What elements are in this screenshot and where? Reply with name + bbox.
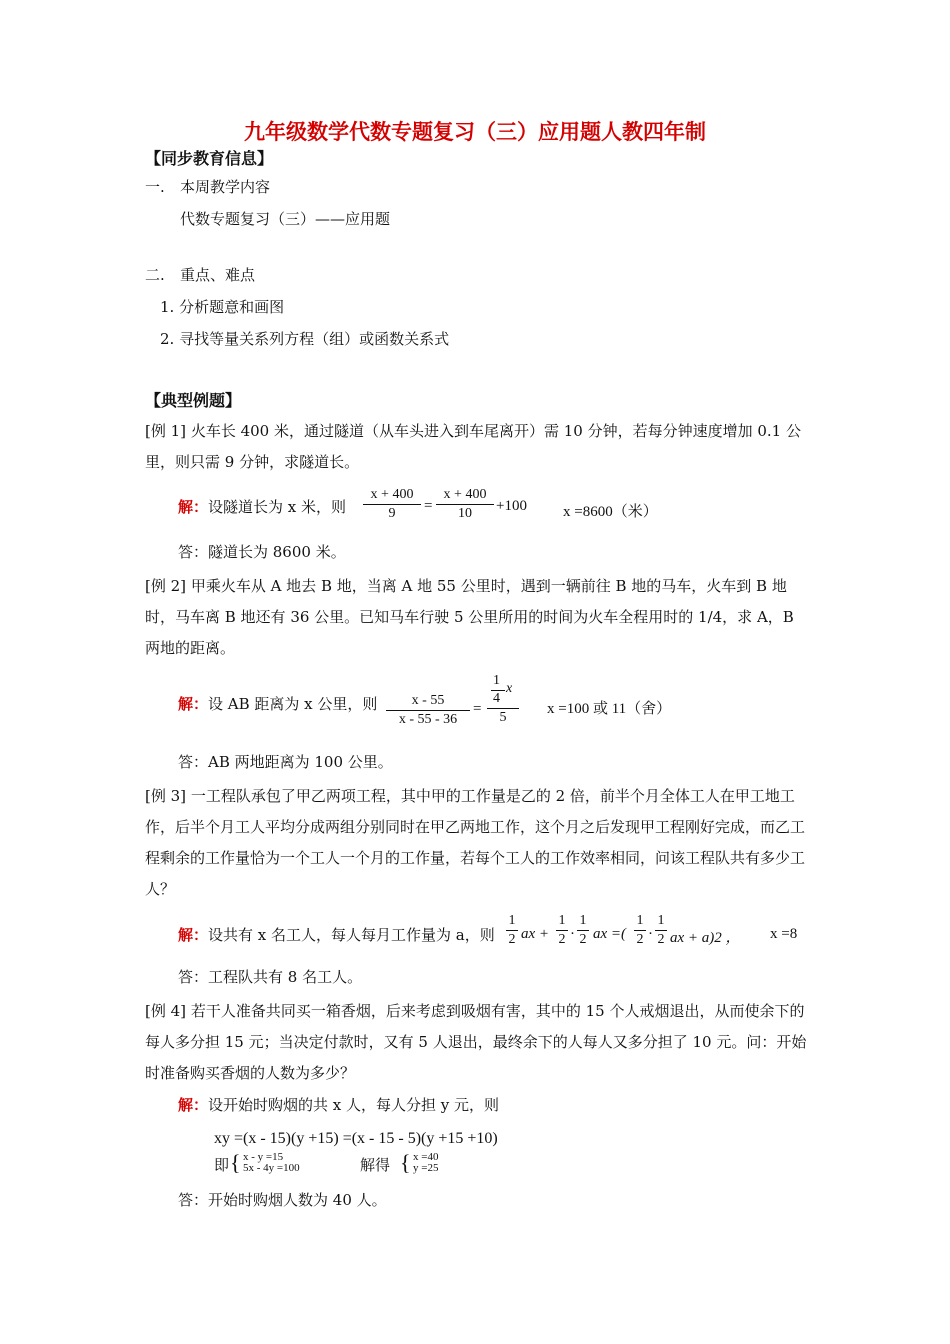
- numerator: 1: [657, 913, 665, 928]
- point-1: 1. 分析题意和画图: [160, 298, 285, 316]
- item1-title: 本周教学内容: [180, 178, 271, 196]
- denominator: x - 55 - 36: [398, 712, 458, 727]
- system-2-eq-2: y =25: [413, 1162, 439, 1174]
- denominator: 2: [508, 932, 516, 947]
- denominator: 2: [579, 932, 587, 947]
- example-1-label: [例 1]: [145, 422, 187, 440]
- system-1-eq-2: 5x - 4y =100: [243, 1162, 300, 1174]
- term-part-3: ax + a)2 ，: [670, 930, 741, 946]
- compound-fraction: [487, 670, 519, 727]
- example-3-result: x =8: [770, 926, 798, 942]
- numerator: x + 400: [370, 487, 414, 502]
- item2-title: 重点、难点: [180, 266, 256, 284]
- example-2-result: x =100 或 11（舍）: [547, 701, 672, 717]
- example-3-text: 一工程队承包了甲乙两项工程，其中甲的工作量是乙的 2 倍，前半个月全体工人在甲工地工作，后半个月工人平均分成两组分别同时在甲乙两地工作，这个月之后发现甲工程刚好完成，而乙工程剩余的工作量恰为一个工人一个月的工作量，若每个工人的工作效率相同，问该工程队共有多少工人？: [145, 787, 806, 898]
- numerator: 1: [558, 913, 566, 928]
- solution-label: 解：: [178, 498, 209, 516]
- system-1-eq-1: x - y =15: [243, 1151, 284, 1163]
- denominator: 5: [499, 710, 507, 725]
- compound-numerator: [487, 670, 519, 708]
- example-4-label: [例 4]: [145, 1002, 187, 1020]
- example-3-answer: 答：工程队共有 8 名工人。: [178, 968, 363, 986]
- example-2-label: [例 2]: [145, 577, 187, 595]
- item1-text: 代数专题复习（三）——应用题: [180, 210, 391, 228]
- denominator: 9: [388, 506, 396, 521]
- solution-text: 设共有 x 名工人，每人每月工作量为 a，则: [208, 926, 495, 944]
- left-brace: {: [230, 1150, 241, 1175]
- term-part-1: ax +: [521, 926, 550, 942]
- numerator: 1: [579, 913, 587, 928]
- page-title: 九年级数学代数专题复习（三）应用题人教四年制: [244, 119, 706, 144]
- half-fraction-5: [655, 912, 667, 949]
- solution-text: 设隧道长为 x 米，则: [208, 498, 347, 516]
- example-4-text: 若干人准备共同买一箱香烟，后来考虑到吸烟有害，其中的 15 个人戒烟退出，从而使余下的每人多分担 15 元；当决定付款时，又有 5 人退出，最终余下的人每人又多分担了 10 元。问：开始时准备购买香烟的人数为多少？: [145, 1002, 807, 1082]
- example-1-solution: [178, 500, 346, 515]
- half-fraction-1: [506, 912, 518, 949]
- numerator: 1: [636, 913, 644, 928]
- example-2: [145, 571, 810, 664]
- numerator: 1: [508, 913, 516, 928]
- denominator: 2: [657, 932, 665, 947]
- example-2-solution: [178, 697, 377, 712]
- denominator: 2: [636, 932, 644, 947]
- half-fraction-4: [634, 912, 646, 949]
- item2-label: 二.: [145, 266, 165, 284]
- example-2-answer: 答：AB 两地距离为 100 公里。: [178, 753, 393, 771]
- example-1-result: x =8600（米）: [563, 504, 658, 520]
- ji-label: 即: [214, 1156, 230, 1174]
- inner-variable: x: [506, 681, 513, 696]
- example-3-label: [例 3]: [145, 787, 187, 805]
- section-typical-examples: 【典型例题】: [145, 391, 242, 410]
- denominator: 2: [558, 932, 566, 947]
- example-4: [145, 996, 815, 1089]
- plus-term: +100: [496, 498, 527, 514]
- dot-operator: ·: [648, 926, 653, 942]
- solution-text: 设开始时购烟的共 x 人，每人分担 y 元，则: [208, 1096, 500, 1114]
- numerator: x + 400: [443, 487, 487, 502]
- example-1-answer: 答：隧道长为 8600 米。: [178, 543, 346, 561]
- solution-text: 设 AB 距离为 x 公里，则: [208, 695, 378, 713]
- inner-denominator: 4: [493, 691, 500, 706]
- equals-sign: =: [424, 498, 433, 514]
- dot-operator: ·: [570, 926, 575, 942]
- example-3: [145, 781, 815, 905]
- term-part-2: ax =(: [593, 926, 627, 942]
- numerator: x - 55: [411, 693, 445, 708]
- left-brace: {: [400, 1150, 411, 1175]
- example-2-text: 甲乘火车从 A 地去 B 地，当离 A 地 55 公里时，遇到一辆前往 B 地的马车，火车到 B 地时，马车离 B 地还有 36 公里。已知马车行驶 5 公里所用的时间为火车全程用时的 1/4，求 A，B 两地的距离。: [145, 577, 794, 657]
- half-fraction-3: [577, 912, 589, 949]
- fraction-1: [363, 486, 421, 523]
- example-4-answer: 答：开始时购烟人数为 40 人。: [178, 1191, 387, 1209]
- system-2-eq-1: x =40: [413, 1151, 439, 1163]
- example-3-solution: [178, 928, 495, 943]
- example-4-equation: xy =(x - 15)(y +15) =(x - 15 - 5)(y +15 +10): [214, 1130, 498, 1147]
- example-1: [145, 416, 810, 478]
- fraction-1: [386, 692, 470, 729]
- point-2: 2. 寻找等量关系列方程（组）或函数关系式: [160, 330, 450, 348]
- half-fraction-2: [556, 912, 568, 949]
- solution-label: 解：: [178, 695, 209, 713]
- denominator: 10: [458, 506, 472, 521]
- example-4-solution: [178, 1098, 499, 1113]
- equals-sign: =: [473, 701, 482, 717]
- example-1-text: 火车长 400 米，通过隧道（从车头进入到车尾离开）需 10 分钟，若每分钟速度增加 0.1 公里，则只需 9 分钟，求隧道长。: [145, 422, 801, 471]
- section-sync-info: 【同步教育信息】: [145, 149, 274, 168]
- inner-numerator: 1: [493, 673, 500, 688]
- jiede-label: 解得: [360, 1156, 391, 1174]
- solution-label: 解：: [178, 1096, 209, 1114]
- item1-label: 一.: [145, 178, 165, 196]
- solution-label: 解：: [178, 926, 209, 944]
- fraction-2: [436, 486, 494, 523]
